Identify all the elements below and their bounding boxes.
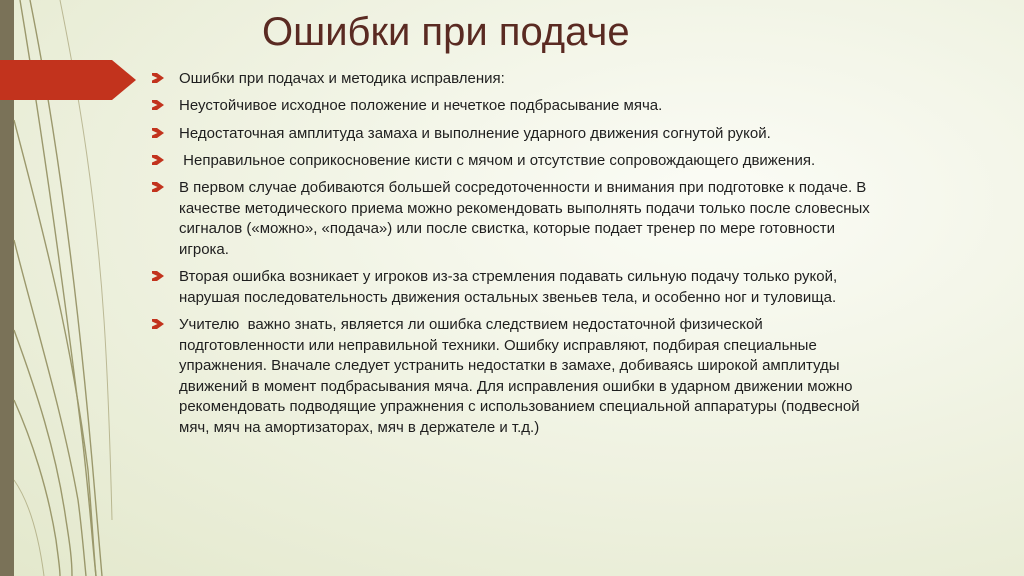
- slide-title: Ошибки при подаче: [262, 10, 630, 54]
- bullet-item: [152, 178, 872, 260]
- bullet-text: Вторая ошибка возникает у игроков из-за стремления подавать сильную подачу только рукой, нарушая последовательность движения остальных звеньев тела, и особенно ног и туловища.: [179, 268, 842, 306]
- arrow-right-icon: [152, 182, 164, 192]
- bullet-item: [152, 96, 872, 117]
- bullet-item: [152, 151, 872, 172]
- bullet-list: [152, 69, 872, 445]
- bullet-text: В первом случае добиваются большей сосредоточенности и внимания при подготовке к подаче. В качестве методического приема можно рекомендовать выполнять подачи только после словесных сигналов («можно», «подача») или после свистка, которые подает тренер по мере готовности игрока.: [179, 179, 874, 258]
- bullet-item: [152, 267, 872, 308]
- accent-band: [0, 60, 136, 100]
- arrow-right-icon: [152, 73, 164, 83]
- arrow-right-icon: [152, 271, 164, 281]
- bullet-text: Ошибки при подачах и методика исправления:: [179, 70, 505, 87]
- bullet-text: Учителю важно знать, является ли ошибка следствием недостаточной физической подготовленности или неправильной техники. Ошибку исправляют, подбирая специальные упражнения. Вначале следует устранить недостатки в замахе, добиваясь широкой амплитуды движений в момент подбрасывания мяча. Для исправления ошибки в ударном движении можно рекомендовать подводящие упражнения с использованием специальной аппаратуры (подвесной мяч, мяч на амортизаторах, мяч в держателе и т.д.): [179, 316, 864, 437]
- bullet-text: Неправильное соприкосновение кисти с мячом и отсутствие сопровождающего движения.: [179, 151, 816, 169]
- bullet-item: [152, 315, 872, 439]
- arrow-right-icon: [152, 319, 164, 329]
- bullet-item: [152, 69, 872, 90]
- bullet-item: [152, 124, 872, 145]
- bullet-text: Недостаточная амплитуда замаха и выполнение ударного движения согнутой рукой.: [179, 124, 771, 142]
- arrow-right-icon: [152, 100, 164, 110]
- arrow-right-icon: [152, 128, 164, 138]
- arrow-right-icon: [152, 155, 164, 165]
- bullet-text: Неустойчивое исходное положение и нечеткое подбрасывание мяча.: [179, 97, 663, 115]
